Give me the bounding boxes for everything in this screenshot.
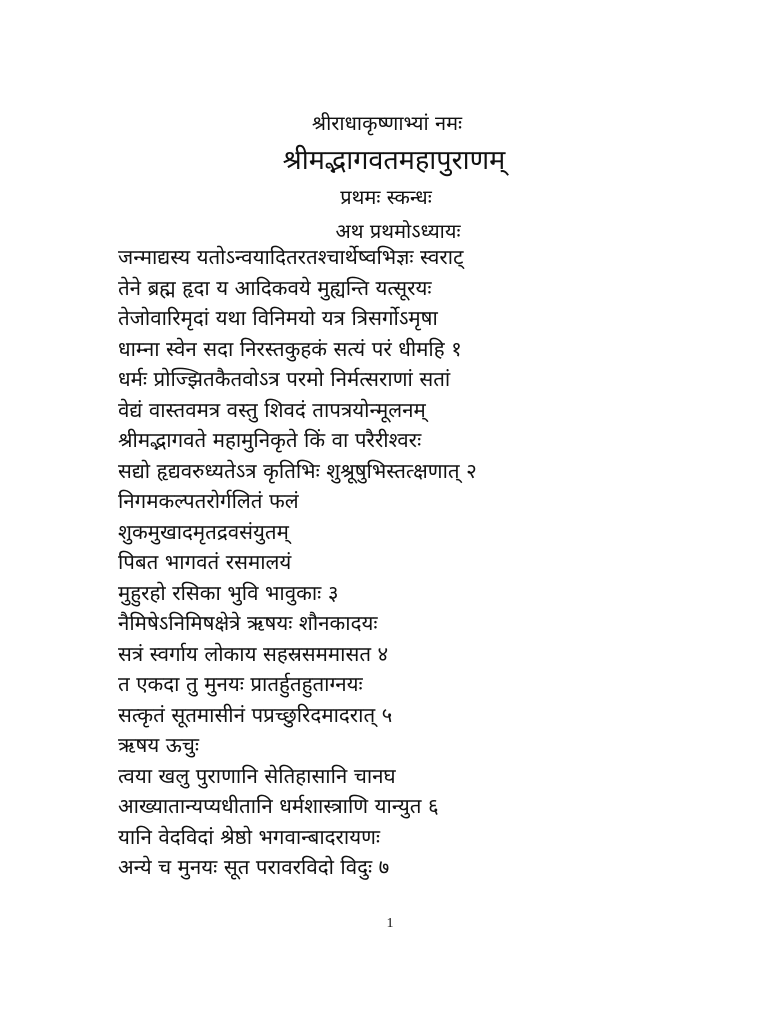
verse-line: यानि वेदविदां श्रेष्ठो भगवान्बादरायणः — [118, 824, 381, 849]
heading-block — [0, 108, 768, 246]
invocation-line: श्रीराधाकृष्णाभ्यां नमः — [311, 111, 463, 135]
verse-line: अन्ये च मुनयः सूत परावरविदो विदुः ७ — [118, 855, 390, 879]
verse-line: सद्यो हृद्यवरुध्यतेऽत्र कृतिभिः शुश्रूषुभिस्तत्क्षणात् २ — [118, 458, 477, 483]
verse-line: धर्मः प्रोज्झितकैतवोऽत्र परमो निर्मत्सराणां सतां — [118, 367, 451, 391]
scripture-title: श्रीमद्भागवतमहापुराणम् — [282, 145, 506, 176]
skandha-heading: प्रथमः स्कन्धः — [340, 185, 432, 209]
verse-line: मुहुरहो रसिका भुवि भावुकाः ३ — [118, 580, 339, 605]
verse-line: तेने ब्रह्म हृदा य आदिकवये मुह्यन्ति यत्सूरयः — [118, 275, 432, 300]
adhyaya-heading: अथ प्रथमोऽध्यायः — [335, 219, 461, 243]
verse-line: निगमकल्पतरोर्गलितं फलं — [118, 489, 299, 513]
verse-line: जन्माद्यस्य यतोऽन्वयादितरतश्चार्थेष्वभिज्ञः स्वराट् — [118, 245, 464, 269]
verse-line: शुकमुखादमृतद्रवसंयुतम् — [118, 519, 289, 544]
verse-line: श्रीमद्भागवते महामुनिकृते किं वा परैरीश्वरः — [118, 428, 422, 452]
verse-line: धाम्ना स्वेन सदा निरस्तकुहकं सत्यं परं धीमहि १ — [118, 336, 462, 361]
verse-text-block — [118, 242, 738, 883]
verse-line: त एकदा तु मुनयः प्रातर्हुतहुताग्नयः — [118, 672, 363, 696]
verse-line: आख्यातान्यप्यधीतानि धर्मशास्त्राणि यान्युत ६ — [118, 794, 439, 818]
verse-line: तेजोवारिमृदां यथा विनिमयो यत्र त्रिसर्गोऽमृषा — [118, 306, 438, 330]
verse-line: वेद्यं वास्तवमत्र वस्तु शिवदं तापत्रयोन्मूलनम् — [118, 397, 426, 422]
page-number: 1 — [386, 916, 394, 931]
verse-line: सत्रं स्वर्गाय लोकाय सहस्रसममासत ४ — [118, 641, 389, 666]
verse-line: सत्कृतं सूतमासीनं पप्रच्छुरिदमादरात् ५ — [118, 702, 393, 727]
verse-line: त्वया खलु पुराणानि सेतिहासानि चानघ — [118, 763, 396, 788]
speaker-line: ऋषय ऊचुः — [118, 733, 199, 757]
verse-line: पिबत भागवतं रसमालयं — [118, 550, 292, 574]
verse-line: नैमिषेऽनिमिषक्षेत्रे ऋषयः शौनकादयः — [118, 611, 378, 635]
